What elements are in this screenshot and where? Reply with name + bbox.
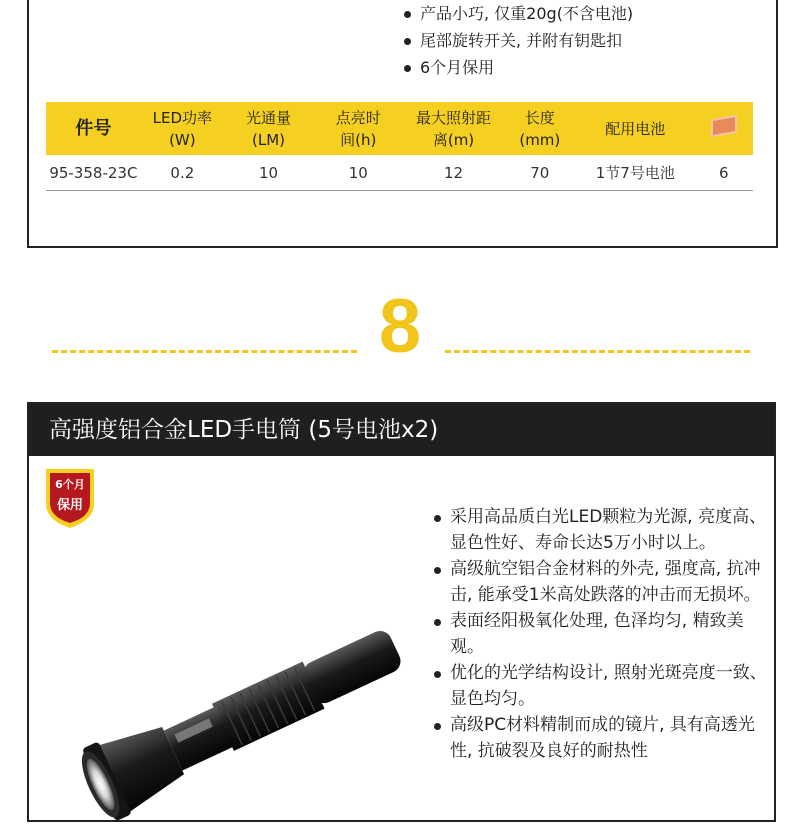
cell-battery: 1节7号电池	[576, 155, 694, 191]
product-card-main	[27, 402, 776, 822]
warranty-badge	[43, 466, 97, 530]
feature-item: 尾部旋转开关, 并附有钥匙扣	[402, 27, 633, 54]
cell-part-no: 95-358-23C	[46, 155, 141, 191]
feature-item: 高级航空铝合金材料的外壳, 强度高, 抗冲击, 能承受1米高处跌落的冲击而无损坏。	[432, 556, 767, 608]
divider-left	[52, 350, 357, 353]
col-length: 长度 (mm)	[504, 102, 576, 155]
col-led-power: LED功率 (W)	[141, 102, 224, 155]
col-runtime: 点亮时 间(h)	[313, 102, 403, 155]
spec-table-header	[46, 102, 753, 155]
col-pack	[695, 102, 753, 155]
feature-item: 表面经阳极氧化处理, 色泽均匀, 精致美观。	[432, 608, 767, 660]
badge-line2: 保用	[56, 498, 83, 513]
feature-item: 产品小巧, 仅重20g(不含电池)	[402, 0, 633, 27]
divider-right	[445, 350, 750, 353]
cell-led-power: 0.2	[141, 155, 224, 191]
spec-table	[46, 102, 753, 191]
box-icon	[711, 114, 737, 137]
main-feature-list	[432, 504, 767, 764]
col-part-no: 件号	[46, 102, 141, 155]
flashlight-image	[49, 624, 439, 824]
cell-runtime: 10	[313, 155, 403, 191]
feature-item: 6个月保用	[402, 54, 633, 81]
top-feature-list	[402, 0, 633, 81]
badge-line1: 6个月	[55, 478, 85, 491]
cell-distance: 12	[403, 155, 503, 191]
col-battery: 配用电池	[576, 102, 694, 155]
product-title: 高强度铝合金LED手电筒 (5号电池x2)	[29, 404, 774, 456]
col-lumen: 光通量 (LM)	[224, 102, 313, 155]
feature-item: 采用高品质白光LED颗粒为光源, 亮度高、显色性好、寿命长达5万小时以上。	[432, 504, 767, 556]
feature-item: 优化的光学结构设计, 照射光斑亮度一致、显色均匀。	[432, 660, 767, 712]
cell-pack: 6	[695, 155, 753, 191]
col-distance: 最大照射距 离(m)	[403, 102, 503, 155]
cell-length: 70	[504, 155, 576, 191]
feature-item: 高级PC材料精制而成的镜片, 具有高透光性, 抗破裂及良好的耐热性	[432, 712, 767, 764]
table-row	[46, 155, 753, 191]
cell-lumen: 10	[224, 155, 313, 191]
section-number: 8	[378, 284, 422, 369]
